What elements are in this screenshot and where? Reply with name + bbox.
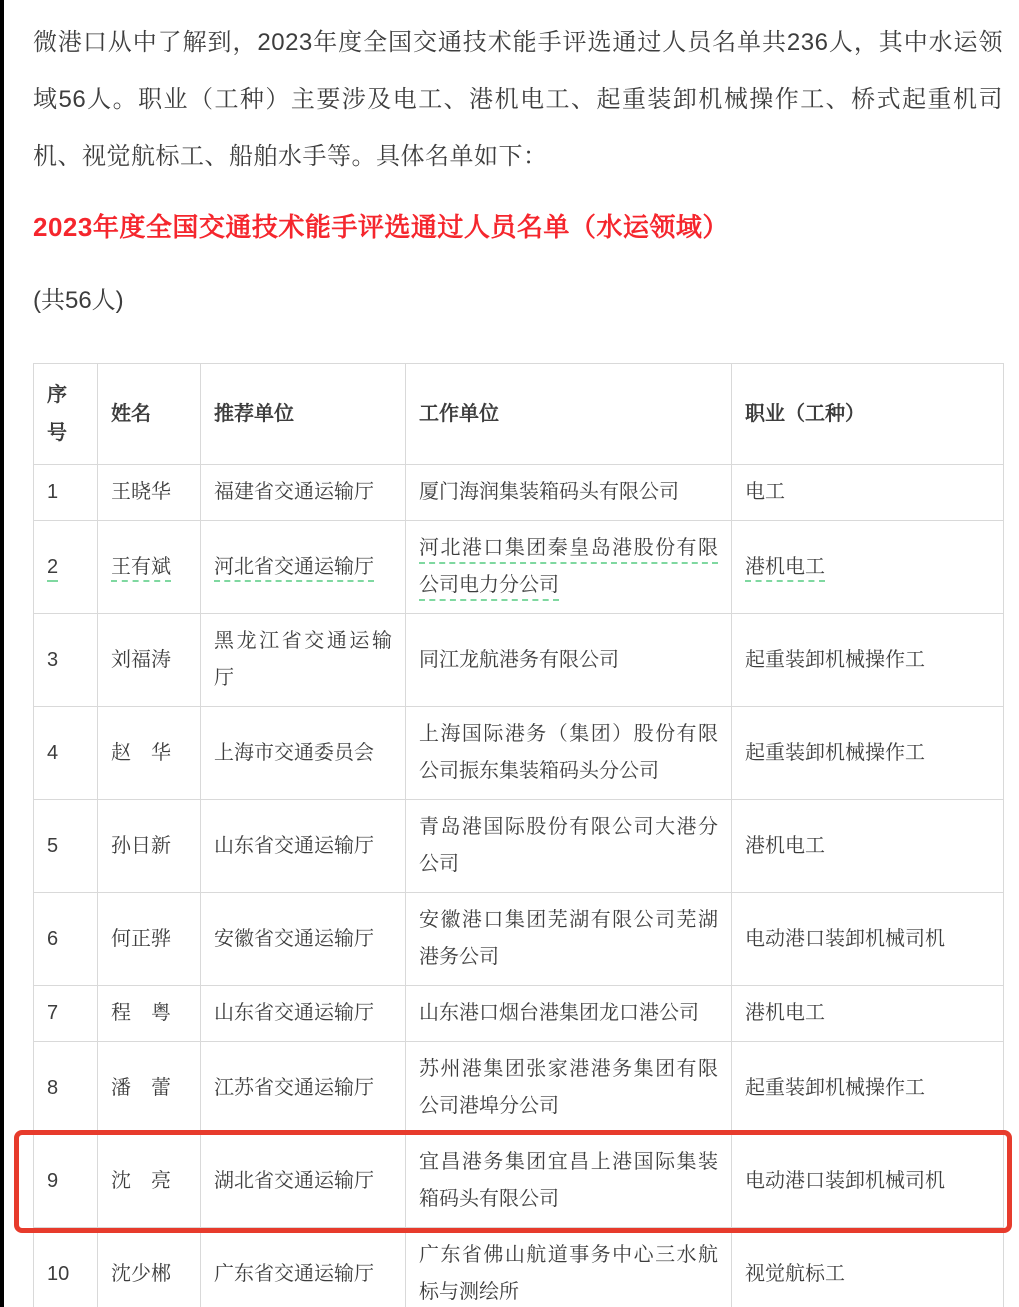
cell-name: 沈 亮 [98, 1135, 201, 1228]
cell-occupation: 港机电工 [732, 986, 1004, 1042]
cell-occupation: 电动港口装卸机械司机 [732, 893, 1004, 986]
cell-name: 潘 蕾 [98, 1042, 201, 1135]
column-header-recommender: 推荐单位 [201, 364, 406, 465]
cell-occupation: 港机电工 [732, 800, 1004, 893]
cell-employer: 河北港口集团秦皇岛港股份有限公司电力分公司 [406, 521, 732, 614]
cell-employer: 上海国际港务（集团）股份有限公司振东集装箱码头分公司 [406, 707, 732, 800]
cell-employer: 宜昌港务集团宜昌上港国际集装箱码头有限公司 [406, 1135, 732, 1228]
cell-occupation: 起重装卸机械操作工 [732, 1042, 1004, 1135]
cell-employer: 安徽港口集团芜湖有限公司芜湖港务公司 [406, 893, 732, 986]
cell-name: 王有斌 [98, 521, 201, 614]
intro-paragraph: 微港口从中了解到，2023年度全国交通技术能手评选通过人员名单共236人，其中水运领域56人。职业（工种）主要涉及电工、港机电工、起重装卸机械操作工、桥式起重机司机、视觉航标工、船舶水手等。具体名单如下： [33, 29, 1003, 170]
table-row [34, 986, 1004, 1042]
table-row [34, 1135, 1004, 1228]
cell-no: 9 [34, 1135, 98, 1228]
column-header-name: 姓名 [98, 364, 201, 465]
cell-recommender: 安徽省交通运输厅 [201, 893, 406, 986]
table-row [34, 800, 1004, 893]
table-row [34, 465, 1004, 521]
column-header-employer: 工作单位 [406, 364, 732, 465]
cell-employer: 厦门海润集装箱码头有限公司 [406, 465, 732, 521]
cell-occupation: 电工 [732, 465, 1004, 521]
cell-name: 程 粤 [98, 986, 201, 1042]
table-header-row [34, 364, 1004, 465]
cell-no: 7 [34, 986, 98, 1042]
cell-no: 5 [34, 800, 98, 893]
cell-recommender: 福建省交通运输厅 [201, 465, 406, 521]
table-row [34, 614, 1004, 707]
winners-table [33, 363, 1004, 1307]
total-count-label: (共56人) [33, 287, 124, 314]
cell-no: 10 [34, 1228, 98, 1307]
cell-occupation: 起重装卸机械操作工 [732, 614, 1004, 707]
column-header-no: 序号 [34, 364, 98, 465]
cell-occupation: 电动港口装卸机械司机 [732, 1135, 1004, 1228]
table-row [34, 707, 1004, 800]
cell-recommender: 江苏省交通运输厅 [201, 1042, 406, 1135]
cell-name: 赵 华 [98, 707, 201, 800]
cell-name: 何正骅 [98, 893, 201, 986]
table-body [34, 465, 1004, 1307]
page-left-border [0, 0, 4, 1307]
list-title-heading: 2023年度全国交通技术能手评选通过人员名单（水运领域） [33, 212, 729, 242]
article-content [33, 0, 1003, 1307]
cell-recommender: 湖北省交通运输厅 [201, 1135, 406, 1228]
cell-no: 2 [34, 521, 98, 614]
cell-employer: 山东港口烟台港集团龙口港公司 [406, 986, 732, 1042]
cell-name: 刘福涛 [98, 614, 201, 707]
cell-occupation: 视觉航标工 [732, 1228, 1004, 1307]
cell-no: 1 [34, 465, 98, 521]
cell-recommender: 山东省交通运输厅 [201, 800, 406, 893]
cell-recommender: 河北省交通运输厅 [201, 521, 406, 614]
cell-occupation: 起重装卸机械操作工 [732, 707, 1004, 800]
cell-no: 8 [34, 1042, 98, 1135]
table-row [34, 1228, 1004, 1307]
cell-name: 孙日新 [98, 800, 201, 893]
cell-occupation: 港机电工 [732, 521, 1004, 614]
cell-no: 6 [34, 893, 98, 986]
cell-employer: 同江龙航港务有限公司 [406, 614, 732, 707]
cell-recommender: 上海市交通委员会 [201, 707, 406, 800]
table-row [34, 1042, 1004, 1135]
cell-name: 王晓华 [98, 465, 201, 521]
cell-no: 3 [34, 614, 98, 707]
cell-no: 4 [34, 707, 98, 800]
cell-employer: 广东省佛山航道事务中心三水航标与测绘所 [406, 1228, 732, 1307]
cell-recommender: 山东省交通运输厅 [201, 986, 406, 1042]
cell-recommender: 黑龙江省交通运输厅 [201, 614, 406, 707]
cell-name: 沈少郴 [98, 1228, 201, 1307]
cell-employer: 苏州港集团张家港港务集团有限公司港埠分公司 [406, 1042, 732, 1135]
table-row [34, 893, 1004, 986]
table-row [34, 521, 1004, 614]
cell-employer: 青岛港国际股份有限公司大港分公司 [406, 800, 732, 893]
column-header-occupation: 职业（工种） [732, 364, 1004, 465]
cell-recommender: 广东省交通运输厅 [201, 1228, 406, 1307]
